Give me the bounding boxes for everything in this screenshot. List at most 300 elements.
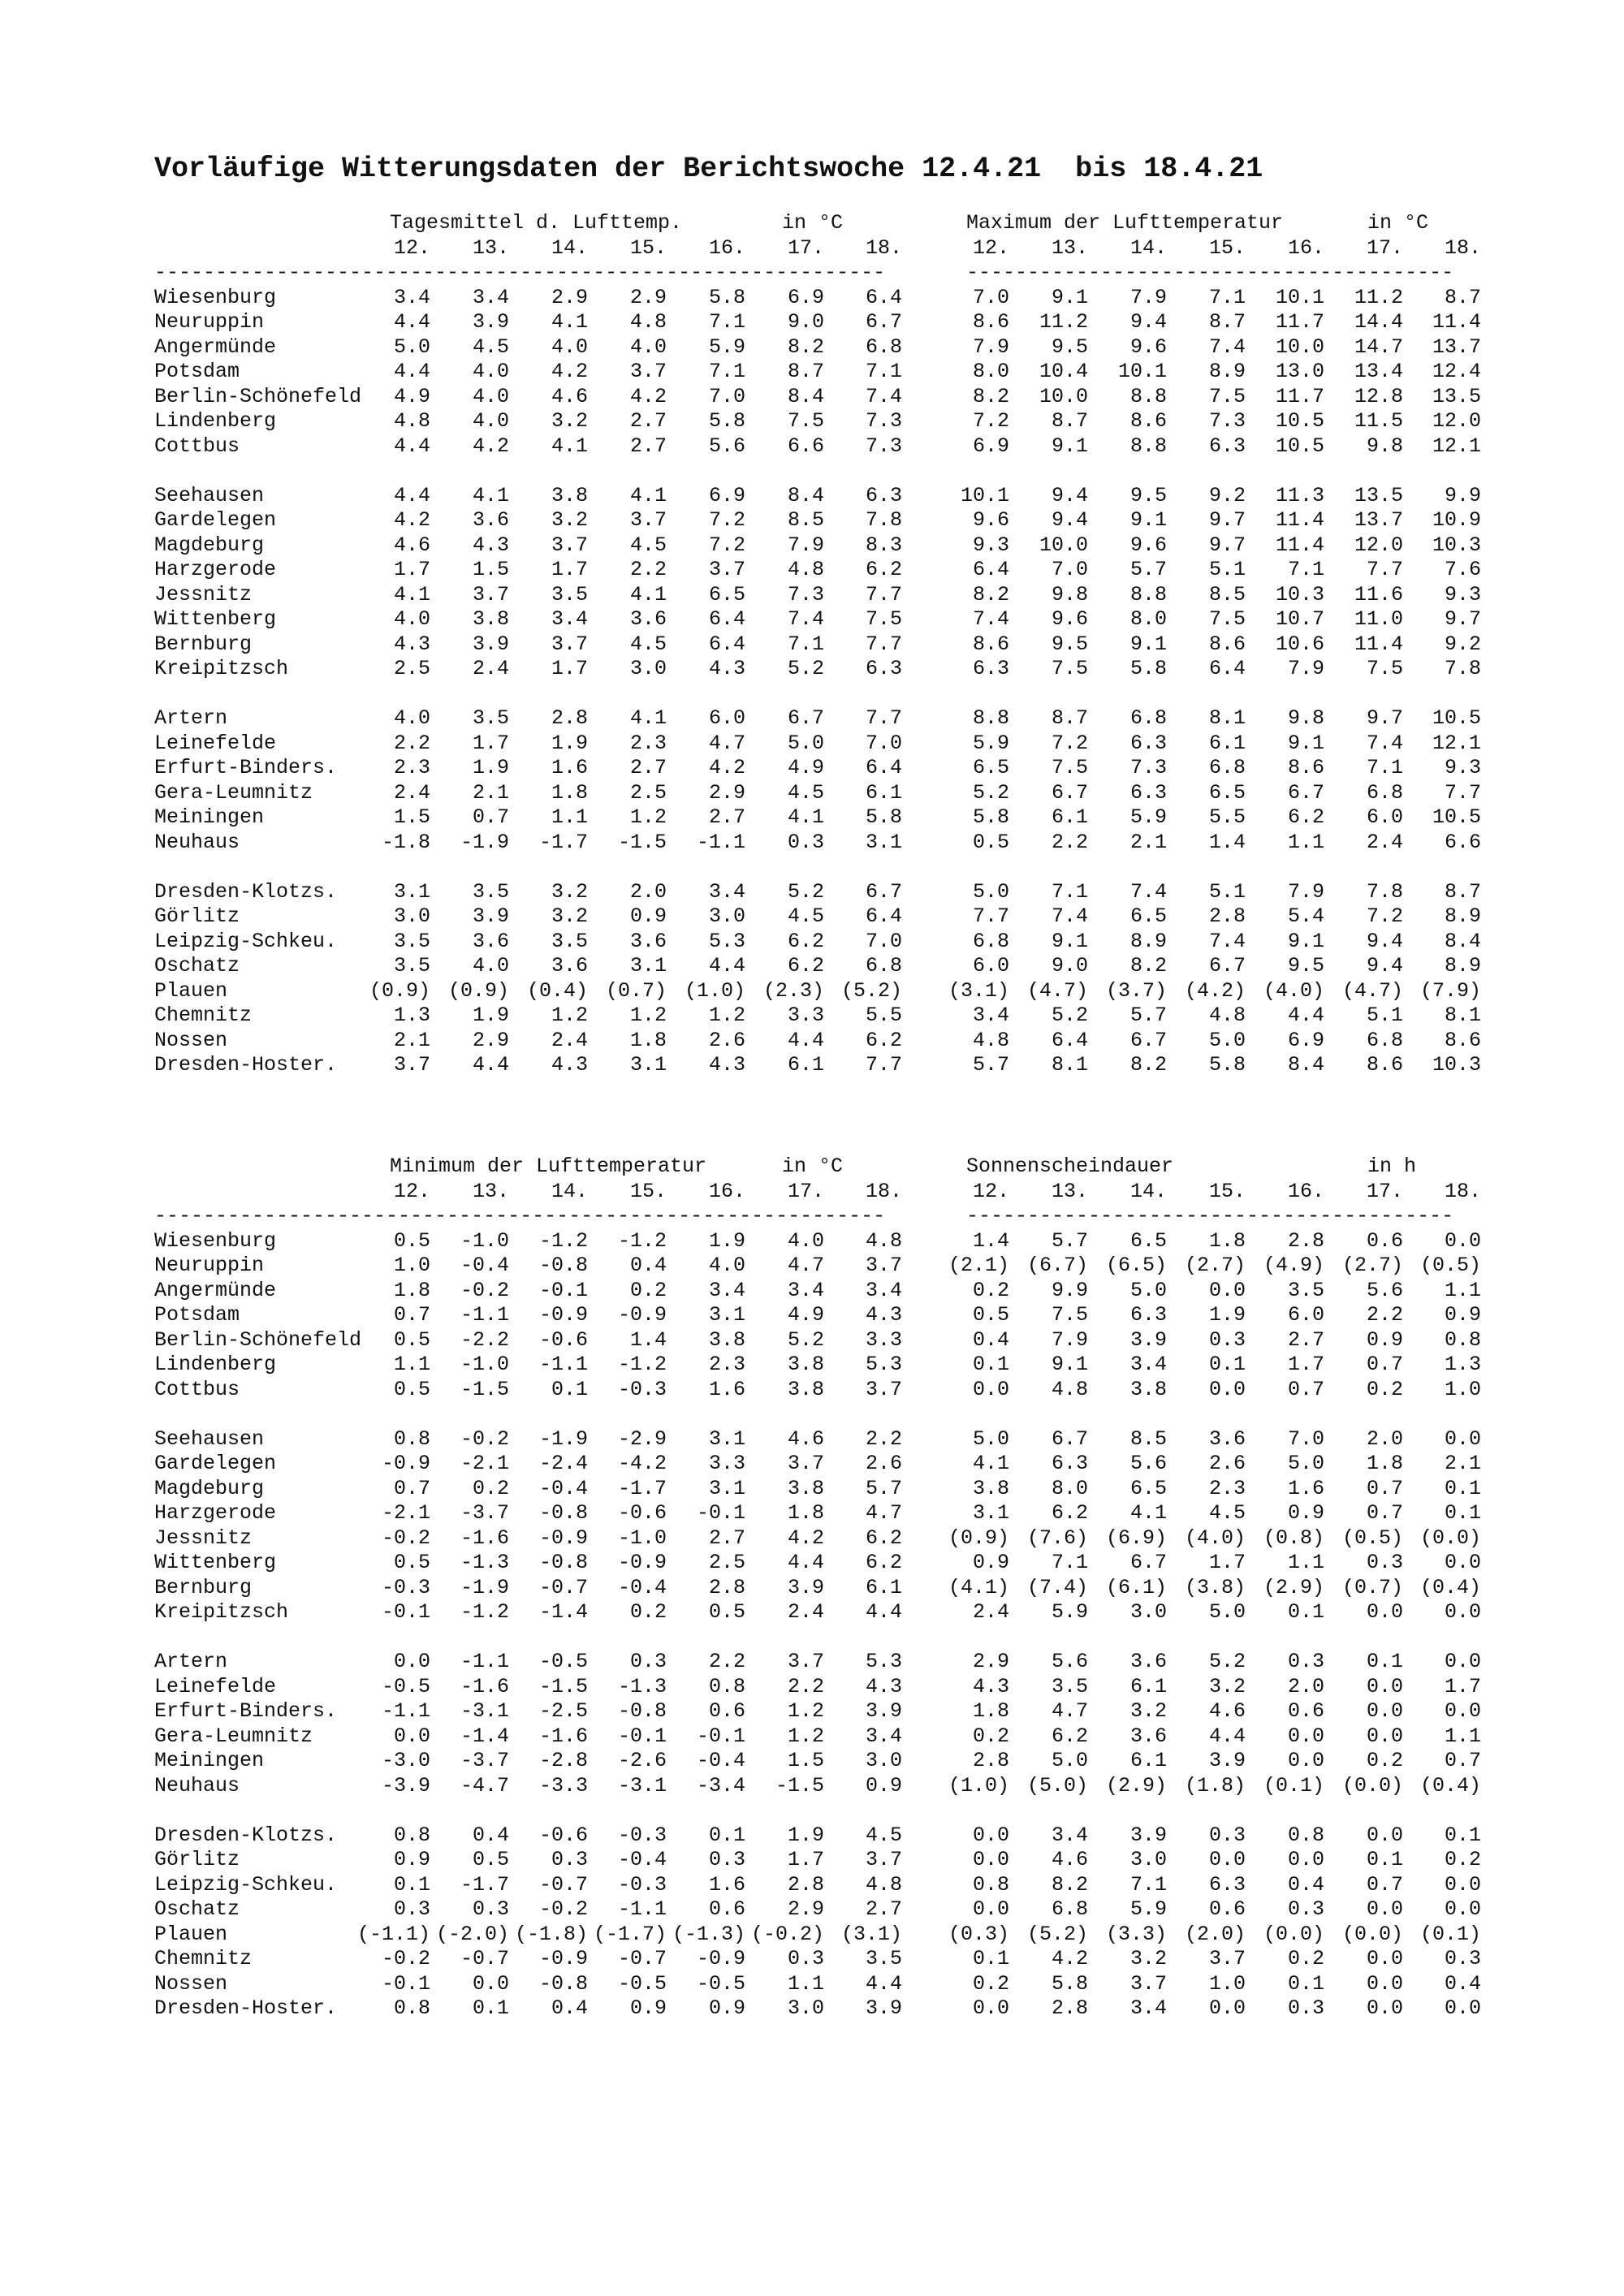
right-value: 0.3 <box>1366 1551 1403 1574</box>
left-value: -2.4 <box>538 1452 588 1475</box>
station-name: Plauen <box>154 978 228 1003</box>
left-value: 4.8 <box>865 1872 902 1897</box>
right-value: 9.7 <box>1444 607 1481 631</box>
table-row <box>154 1003 1502 1029</box>
left-separator: ------------------------------------------------------------ <box>154 1204 886 1228</box>
left-value: (-1.7) <box>593 1922 667 1946</box>
right-value: 6.0 <box>1366 805 1403 829</box>
right-value: 8.7 <box>1051 409 1088 433</box>
day-header: 15. <box>629 235 667 260</box>
right-value: 8.6 <box>1129 409 1167 433</box>
table-row <box>154 1501 1502 1526</box>
right-value: 7.4 <box>1051 904 1088 928</box>
left-value: -0.1 <box>381 1971 430 1996</box>
left-value: 3.5 <box>865 1947 902 1970</box>
right-value: 13.7 <box>1432 334 1481 359</box>
left-value: 4.2 <box>551 360 588 383</box>
right-value: 2.1 <box>1444 1452 1481 1475</box>
station-name: Chemnitz <box>154 1947 253 1970</box>
station-name: Bernburg <box>154 632 253 656</box>
right-value: 5.7 <box>1129 558 1167 581</box>
left-value: -0.2 <box>381 1947 430 1970</box>
table-row <box>154 1848 1502 1873</box>
table-row <box>154 1699 1502 1724</box>
right-value: 5.0 <box>1287 1452 1324 1475</box>
left-value: 7.5 <box>787 409 824 433</box>
right-value: 6.7 <box>1129 1551 1167 1574</box>
right-value: 9.4 <box>1129 310 1167 334</box>
right-value: 8.9 <box>1444 954 1481 978</box>
left-value: -0.5 <box>381 1674 430 1698</box>
left-value: -0.3 <box>617 1377 667 1401</box>
right-value: 11.4 <box>1354 632 1403 656</box>
right-value: 7.2 <box>1366 904 1403 928</box>
left-value: 2.1 <box>472 780 509 805</box>
right-value: 0.3 <box>1208 1327 1246 1352</box>
station-name: Wiesenburg <box>154 285 277 309</box>
right-value: 9.5 <box>1051 334 1088 359</box>
right-value: 0.3 <box>1287 1650 1324 1673</box>
left-value: 0.7 <box>472 805 509 829</box>
left-value: 6.4 <box>708 632 745 656</box>
left-value: -0.9 <box>696 1947 745 1970</box>
left-value: 2.9 <box>551 285 588 309</box>
right-value: 2.1 <box>1129 830 1167 854</box>
right-value: 0.5 <box>972 1303 1009 1327</box>
right-value: 5.0 <box>1208 1028 1246 1052</box>
right-value: 0.4 <box>1287 1872 1324 1897</box>
left-value: 4.1 <box>472 483 509 507</box>
right-value: (0.4) <box>1419 1575 1481 1599</box>
left-value: -0.4 <box>696 1749 745 1772</box>
right-value: 3.9 <box>1129 1327 1167 1352</box>
group-spacer <box>154 1402 1502 1427</box>
left-value: 4.3 <box>393 632 430 656</box>
station-name: Potsdam <box>154 1303 240 1327</box>
right-value: 9.4 <box>1051 483 1088 507</box>
left-value: 3.8 <box>708 1327 745 1352</box>
left-value: 4.2 <box>708 756 745 779</box>
table-row <box>154 360 1502 385</box>
left-separator: ------------------------------------------------------------ <box>154 261 886 284</box>
left-value: 2.5 <box>708 1551 745 1574</box>
left-value: 0.4 <box>629 1254 667 1277</box>
right-value: 8.8 <box>1129 384 1167 408</box>
left-value: 2.2 <box>708 1650 745 1673</box>
right-value: 10.0 <box>1275 334 1324 359</box>
left-value: 4.0 <box>472 384 509 408</box>
right-value: 8.9 <box>1444 904 1481 928</box>
day-header: 18. <box>865 235 902 260</box>
right-value: 4.7 <box>1051 1699 1088 1723</box>
table-row <box>154 1923 1502 1948</box>
left-value: 3.8 <box>551 483 588 507</box>
right-value: 8.6 <box>1208 632 1246 656</box>
day-header: 16. <box>1287 235 1324 260</box>
left-value: 3.6 <box>472 508 509 532</box>
left-value: -3.7 <box>460 1749 509 1772</box>
right-value: 6.8 <box>972 929 1009 953</box>
station-name: Erfurt-Binders. <box>154 756 338 779</box>
left-value: -1.1 <box>538 1353 588 1376</box>
left-value: 3.9 <box>865 1699 902 1723</box>
right-value: 4.6 <box>1051 1848 1088 1871</box>
right-value: 9.1 <box>1129 508 1167 532</box>
left-value: 2.7 <box>708 1526 745 1550</box>
left-value: -0.8 <box>538 1971 588 1996</box>
right-value: 7.3 <box>1208 409 1246 433</box>
left-value: 1.9 <box>551 731 588 755</box>
right-value: 2.4 <box>972 1600 1009 1624</box>
left-value: 6.4 <box>865 756 902 779</box>
left-value: 0.9 <box>393 1848 430 1871</box>
right-value: 8.6 <box>1444 1028 1481 1052</box>
right-value: 9.6 <box>972 508 1009 532</box>
right-value: 8.7 <box>1444 285 1481 309</box>
left-value: 4.0 <box>787 1228 824 1253</box>
right-value: 5.2 <box>972 780 1009 805</box>
right-value: 6.7 <box>1051 780 1088 805</box>
right-value: 10.5 <box>1432 805 1481 829</box>
right-value: 12.8 <box>1354 384 1403 408</box>
station-name: Wiesenburg <box>154 1228 277 1253</box>
right-value: 6.2 <box>1287 805 1324 829</box>
left-value: 7.0 <box>708 384 745 408</box>
right-value: 3.2 <box>1208 1674 1246 1698</box>
right-value: 0.1 <box>1444 1501 1481 1525</box>
right-value: 12.1 <box>1432 434 1481 458</box>
station-name: Cottbus <box>154 1377 240 1401</box>
station-name: Oschatz <box>154 954 240 978</box>
right-value: 11.2 <box>1039 310 1088 334</box>
right-value: 0.9 <box>1287 1501 1324 1525</box>
right-value: (0.0) <box>1419 1526 1481 1550</box>
right-value: 0.0 <box>1366 1823 1403 1847</box>
left-value: 0.0 <box>393 1650 430 1673</box>
left-value: 0.2 <box>629 1278 667 1302</box>
right-value: 11.7 <box>1275 384 1324 408</box>
left-value: 2.8 <box>551 706 588 730</box>
right-value: 7.5 <box>1208 607 1246 631</box>
right-value: 1.1 <box>1444 1724 1481 1748</box>
right-value: 10.3 <box>1275 582 1324 606</box>
left-value: 3.7 <box>865 1377 902 1401</box>
right-value: 7.7 <box>1444 780 1481 805</box>
left-value: 0.0 <box>472 1971 509 1996</box>
right-value: 3.7 <box>1208 1947 1246 1970</box>
left-value: 2.4 <box>472 657 509 680</box>
right-value: 2.0 <box>1287 1674 1324 1698</box>
station-name: Harzgerode <box>154 1501 277 1525</box>
station-name: Potsdam <box>154 360 240 383</box>
table-row <box>154 1378 1502 1403</box>
right-table-title: Sonnenscheindauer <box>966 1154 1174 1178</box>
right-value: (4.0) <box>1263 978 1324 1003</box>
right-value: (6.9) <box>1105 1526 1167 1550</box>
left-value: -1.7 <box>460 1872 509 1897</box>
left-value: (1.0) <box>684 978 745 1003</box>
left-value: 4.4 <box>708 954 745 978</box>
left-value: 0.5 <box>708 1600 745 1624</box>
right-value: 0.0 <box>972 1823 1009 1847</box>
right-value: 6.2 <box>1051 1501 1088 1525</box>
left-value: 2.5 <box>393 657 430 680</box>
right-separator: ---------------------------------------- <box>966 261 1454 284</box>
left-value: 3.5 <box>551 929 588 953</box>
left-value: 4.4 <box>787 1028 824 1052</box>
right-value: 6.4 <box>972 558 1009 581</box>
right-value: 0.0 <box>1366 1996 1403 2020</box>
left-value: 5.3 <box>865 1353 902 1376</box>
right-value: 0.0 <box>1366 1897 1403 1921</box>
right-value: 0.0 <box>972 1377 1009 1401</box>
right-value: 0.0 <box>1444 1650 1481 1673</box>
right-value: 6.8 <box>1208 756 1246 779</box>
left-value: 4.8 <box>393 409 430 433</box>
left-value: 4.1 <box>629 483 667 507</box>
left-value: 6.6 <box>787 434 824 458</box>
left-value: 1.8 <box>393 1278 430 1302</box>
table-row <box>154 1477 1502 1502</box>
left-value: 4.2 <box>472 434 509 458</box>
table-row <box>154 979 1502 1004</box>
right-value: 11.5 <box>1354 409 1403 433</box>
left-value: -1.1 <box>617 1897 667 1921</box>
right-value: 0.8 <box>1287 1823 1324 1847</box>
left-value: -1.6 <box>460 1674 509 1698</box>
station-name: Neuruppin <box>154 310 265 334</box>
right-value: 6.8 <box>1051 1897 1088 1921</box>
right-value: 5.7 <box>1129 1003 1167 1027</box>
table-row <box>154 1303 1502 1328</box>
right-value: 7.4 <box>972 607 1009 631</box>
right-value: (2.9) <box>1263 1575 1324 1599</box>
right-value: 8.5 <box>1208 582 1246 606</box>
left-value: 6.8 <box>865 334 902 359</box>
right-value: 12.1 <box>1432 731 1481 755</box>
right-value: 10.4 <box>1039 360 1088 383</box>
left-value: 4.9 <box>787 756 824 779</box>
left-value: 1.1 <box>393 1353 430 1376</box>
station-name: Magdeburg <box>154 1476 265 1500</box>
right-value: 7.1 <box>1051 879 1088 904</box>
left-value: 2.3 <box>629 731 667 755</box>
right-value: 6.9 <box>972 434 1009 458</box>
right-value: 9.3 <box>1444 582 1481 606</box>
right-value: 7.3 <box>1129 756 1167 779</box>
right-value: 6.8 <box>1366 1028 1403 1052</box>
table-row <box>154 434 1502 460</box>
right-value: (2.1) <box>948 1254 1009 1277</box>
right-value: 0.2 <box>1366 1377 1403 1401</box>
left-value: -3.0 <box>381 1749 430 1772</box>
right-value: 6.2 <box>1051 1724 1088 1748</box>
right-value: 6.5 <box>1129 1228 1167 1253</box>
right-value: (4.1) <box>948 1575 1009 1599</box>
left-value: -0.4 <box>617 1575 667 1599</box>
left-value: 7.2 <box>708 533 745 557</box>
left-value: -1.2 <box>617 1228 667 1253</box>
right-value: (4.7) <box>1341 978 1403 1003</box>
left-value: 4.1 <box>787 805 824 829</box>
left-value: -3.3 <box>538 1773 588 1798</box>
left-value: 3.7 <box>551 632 588 656</box>
left-value: -2.9 <box>617 1426 667 1451</box>
left-value: 3.7 <box>629 508 667 532</box>
left-value: 1.9 <box>472 756 509 779</box>
left-value: 4.1 <box>551 434 588 458</box>
right-value: 11.7 <box>1275 310 1324 334</box>
right-value: 6.9 <box>1287 1028 1324 1052</box>
right-value: 1.4 <box>1208 830 1246 854</box>
left-value: 4.1 <box>393 582 430 606</box>
left-value: 2.4 <box>787 1600 824 1624</box>
right-value: 9.5 <box>1129 483 1167 507</box>
left-value: 7.7 <box>865 1053 902 1077</box>
left-value: 5.3 <box>865 1650 902 1673</box>
station-name: Gardelegen <box>154 508 277 532</box>
right-value: 8.2 <box>1129 1053 1167 1077</box>
left-value: 3.4 <box>865 1278 902 1302</box>
right-value: 9.4 <box>1366 929 1403 953</box>
left-value: 5.3 <box>708 929 745 953</box>
right-value: 1.6 <box>1287 1476 1324 1500</box>
right-value: 6.4 <box>1051 1028 1088 1052</box>
table-row <box>154 1650 1502 1675</box>
right-value: 8.4 <box>1444 929 1481 953</box>
right-value: 7.5 <box>1208 384 1246 408</box>
left-value: 8.3 <box>865 533 902 557</box>
left-value: 7.1 <box>708 360 745 383</box>
right-value: (2.7) <box>1184 1254 1246 1277</box>
station-name: Cottbus <box>154 434 240 458</box>
right-value: 0.1 <box>972 1353 1009 1376</box>
right-value: 5.2 <box>1208 1650 1246 1673</box>
left-value: 0.1 <box>551 1377 588 1401</box>
right-value: 4.8 <box>972 1028 1009 1052</box>
right-value: 6.3 <box>1208 1872 1246 1897</box>
day-header: 17. <box>787 1179 824 1203</box>
right-value: 0.7 <box>1287 1377 1324 1401</box>
day-header: 13. <box>1051 235 1088 260</box>
left-value: -0.8 <box>538 1254 588 1277</box>
right-value: 8.2 <box>972 384 1009 408</box>
right-value: 2.7 <box>1287 1327 1324 1352</box>
right-value: 10.1 <box>1275 285 1324 309</box>
left-value: 6.9 <box>787 285 824 309</box>
table-row <box>154 1897 1502 1923</box>
right-value: (0.0) <box>1341 1922 1403 1946</box>
left-value: 3.4 <box>708 1278 745 1302</box>
left-value: -1.2 <box>460 1600 509 1624</box>
left-value: 5.2 <box>787 879 824 904</box>
left-value: 2.9 <box>787 1897 824 1921</box>
right-separator: ---------------------------------------- <box>966 1204 1454 1228</box>
right-value: 7.5 <box>1051 657 1088 680</box>
left-value: -0.4 <box>538 1476 588 1500</box>
right-value: 7.4 <box>1366 731 1403 755</box>
right-value: 5.9 <box>972 731 1009 755</box>
station-name: Wittenberg <box>154 1551 277 1574</box>
left-value: 1.7 <box>551 657 588 680</box>
left-value: 6.7 <box>865 879 902 904</box>
left-value: 1.7 <box>551 558 588 581</box>
right-value: 10.1 <box>960 483 1009 507</box>
right-value: 5.6 <box>1129 1452 1167 1475</box>
right-value: 2.8 <box>1051 1996 1088 2020</box>
left-value: -1.2 <box>538 1228 588 1253</box>
left-value: 3.7 <box>865 1848 902 1871</box>
right-value: 0.0 <box>1366 1724 1403 1748</box>
right-value: 0.1 <box>1208 1353 1246 1376</box>
left-value: -2.1 <box>460 1452 509 1475</box>
left-value: 3.1 <box>629 1053 667 1077</box>
right-value: 5.0 <box>1051 1749 1088 1772</box>
left-value: 3.8 <box>787 1476 824 1500</box>
right-value: 7.1 <box>1051 1551 1088 1574</box>
left-value: 7.7 <box>865 632 902 656</box>
left-value: 0.8 <box>393 1996 430 2020</box>
left-value: 3.5 <box>551 582 588 606</box>
right-value: 9.9 <box>1051 1278 1088 1302</box>
right-value: 4.3 <box>972 1674 1009 1698</box>
table-row <box>154 1551 1502 1576</box>
left-value: (2.3) <box>762 978 824 1003</box>
left-value: -1.7 <box>538 830 588 854</box>
day-header-row <box>154 1180 1502 1205</box>
right-value: 0.8 <box>972 1872 1009 1897</box>
right-value: 4.8 <box>1051 1377 1088 1401</box>
left-value: 3.3 <box>787 1003 824 1027</box>
right-value: 9.6 <box>1129 334 1167 359</box>
left-value: -0.9 <box>381 1452 430 1475</box>
left-value: -0.5 <box>617 1971 667 1996</box>
right-value: 11.4 <box>1275 508 1324 532</box>
right-value: 0.7 <box>1366 1476 1403 1500</box>
group-spacer <box>154 459 1502 484</box>
right-value: 1.3 <box>1444 1353 1481 1376</box>
left-value: 1.5 <box>787 1749 824 1772</box>
left-value: 3.6 <box>629 929 667 953</box>
left-value: -2.2 <box>460 1327 509 1352</box>
right-value: (6.1) <box>1105 1575 1167 1599</box>
left-value: 5.6 <box>708 434 745 458</box>
table-row <box>154 1029 1502 1054</box>
left-value: 3.5 <box>472 879 509 904</box>
left-value: 0.3 <box>787 830 824 854</box>
right-value: 3.9 <box>1129 1823 1167 1847</box>
left-value: 3.2 <box>551 904 588 928</box>
right-value: 0.6 <box>1366 1228 1403 1253</box>
right-value: 6.3 <box>1051 1452 1088 1475</box>
left-value: (-0.2) <box>750 1922 824 1946</box>
left-value: 4.1 <box>629 706 667 730</box>
day-header: 16. <box>708 235 745 260</box>
day-header: 12. <box>972 235 1009 260</box>
right-value: 8.1 <box>1208 706 1246 730</box>
left-value: 6.4 <box>865 285 902 309</box>
left-value: (0.9) <box>447 978 509 1003</box>
left-value: 4.0 <box>393 706 430 730</box>
right-value: 7.1 <box>1208 285 1246 309</box>
right-value: 5.7 <box>1051 1228 1088 1253</box>
station-name: Dresden-Hoster. <box>154 1053 338 1077</box>
right-value: 11.3 <box>1275 483 1324 507</box>
station-name: Leinefelde <box>154 1674 277 1698</box>
right-value: 0.6 <box>1208 1897 1246 1921</box>
right-value: 0.6 <box>1287 1699 1324 1723</box>
left-value: 5.9 <box>708 334 745 359</box>
